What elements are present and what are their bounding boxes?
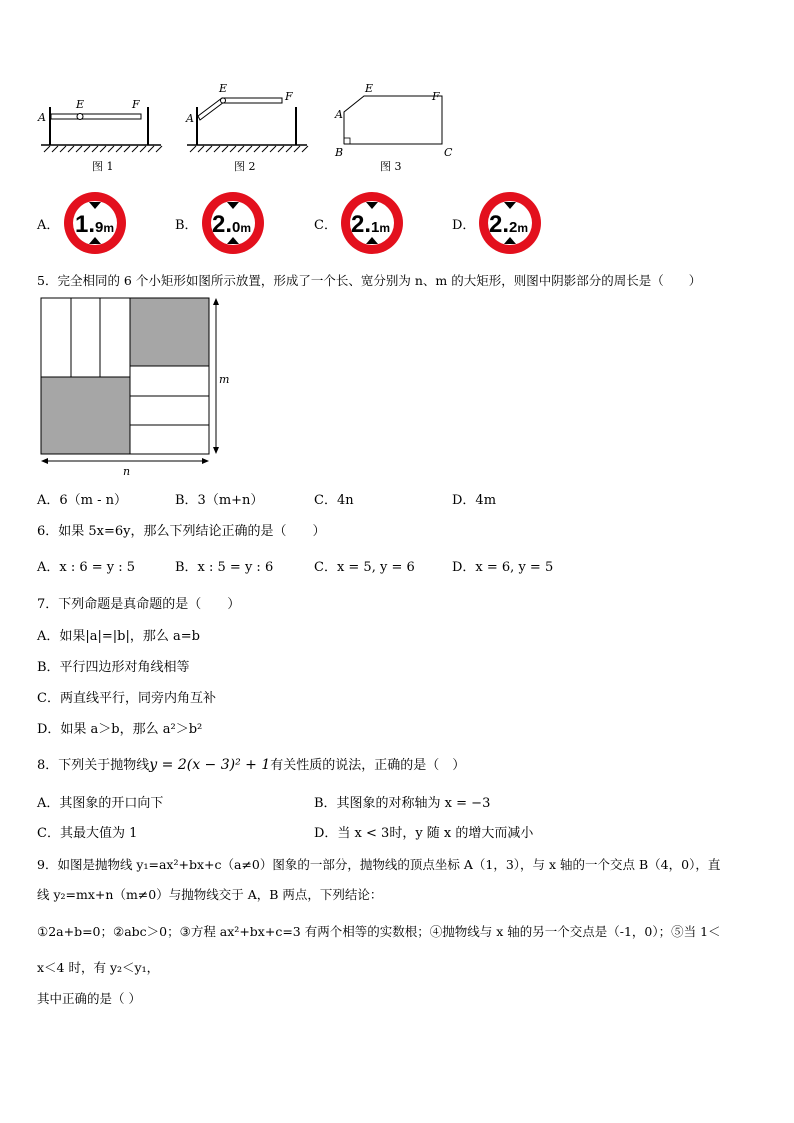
svg-text:2.2m: 2.2m <box>489 211 529 238</box>
fig1-label-a: A <box>38 111 46 124</box>
q5-option-c: C．4n <box>314 493 354 508</box>
fig2-caption: 图 2 <box>234 160 256 173</box>
q5-stem: 5．完全相同的 6 个小矩形如图所示放置，形成了一个长、宽分别为 n、m 的大矩形，则图中阴影部分的周长是（ ） <box>37 273 702 288</box>
fig1-caption: 图 1 <box>92 160 114 173</box>
svg-text:1.9m: 1.9m <box>75 211 115 238</box>
q4-option-d-sign <box>477 190 543 256</box>
q7-stem: 7．下列命题是真命题的是（ ） <box>37 597 241 612</box>
fig2-label-a: A <box>186 112 194 125</box>
fig3-label-c: C <box>444 146 453 159</box>
q6-stem: 6．如果 5x=6y，那么下列结论正确的是（ ） <box>37 524 326 539</box>
q4-option-b-letter: B． <box>175 218 198 233</box>
q5-label-m: m <box>219 373 230 386</box>
figure-1 <box>36 92 166 182</box>
fig3-caption: 图 3 <box>380 160 402 173</box>
q5-shade-top-right <box>130 298 209 366</box>
q4-option-a-letter: A． <box>37 218 60 233</box>
q7-option-c: C．两直线平行，同旁内角互补 <box>37 691 216 706</box>
q4-option-a-sign <box>62 190 128 256</box>
q6-option-c: C．x = 5, y = 6 <box>314 560 415 575</box>
fig3-label-e: E <box>365 82 374 95</box>
svg-text:2.0m: 2.0m <box>212 211 252 238</box>
q4-option-c-sign <box>339 190 405 256</box>
q8-option-d: D．当 x < 3时，y 随 x 的增大而减小 <box>314 826 534 841</box>
fig2-label-f: F <box>285 90 293 103</box>
fig3-label-a: A <box>335 108 343 121</box>
svg-text:2.1m: 2.1m <box>351 211 391 238</box>
fig3-label-f: F <box>432 90 440 103</box>
q6-option-b: B．x : 5 = y : 6 <box>175 560 274 575</box>
fig2-label-e: E <box>219 82 228 95</box>
figure-3 <box>330 80 460 182</box>
figure-2 <box>182 80 312 182</box>
q9-line-2: 线 y₂=mx+n（m≠0）与抛物线交于 A，B 两点，下列结论： <box>37 887 383 902</box>
q5-option-d: D．4m <box>452 493 497 508</box>
q7-option-d: D．如果 a＞b，那么 a²＞b² <box>37 722 203 737</box>
q8-option-a: A．其图象的开口向下 <box>37 796 164 811</box>
q7-option-b: B．平行四边形对角线相等 <box>37 660 190 675</box>
q5-figure <box>36 293 236 479</box>
q7-option-a: A．如果|a|=|b|，那么 a=b <box>37 629 200 644</box>
fig1-label-e: E <box>76 98 85 111</box>
q8-stem-prefix: 8．下列关于抛物线 <box>37 758 150 773</box>
q8-formula: y = 2(x − 3)² + 1 <box>149 757 271 773</box>
q6-option-d: D．x = 6, y = 5 <box>452 560 554 575</box>
q5-option-a: A．6（m - n） <box>37 493 128 508</box>
q5-option-b: B．3（m+n） <box>175 493 264 508</box>
q5-label-n: n <box>123 465 131 478</box>
q9-line-3: ①2a+b=0；②abc＞0；③方程 ax²+bx+c=3 有两个相等的实数根；④抛物线与 x 轴的另一个交点是（-1，0）；⑤当 1＜ <box>37 924 721 939</box>
q9-line-5: 其中正确的是（ ） <box>37 991 141 1006</box>
q8-option-b: B．其图象的对称轴为 x = −3 <box>314 796 491 811</box>
fig1-label-f: F <box>132 98 140 111</box>
q4-option-b-sign <box>200 190 266 256</box>
q6-option-a: A．x : 6 = y : 5 <box>37 560 136 575</box>
q8-stem-suffix: 有关性质的说法，正确的是（ ） <box>270 758 466 773</box>
q8-stem <box>37 754 465 773</box>
q8-option-c: C．其最大值为 1 <box>37 826 138 841</box>
fig3-label-b: B <box>335 146 344 159</box>
q5-shade-bottom-left <box>41 377 130 454</box>
q4-option-c-letter: C． <box>314 218 337 233</box>
q9-line-1: 9．如图是抛物线 y₁=ax²+bx+c（a≠0）图象的一部分，抛物线的顶点坐标 A（1，3），与 x 轴的一个交点 B（4，0），直 <box>37 857 721 872</box>
q4-option-d-letter: D． <box>452 218 476 233</box>
q9-line-4: x＜4 时，有 y₂＜y₁， <box>37 960 160 975</box>
